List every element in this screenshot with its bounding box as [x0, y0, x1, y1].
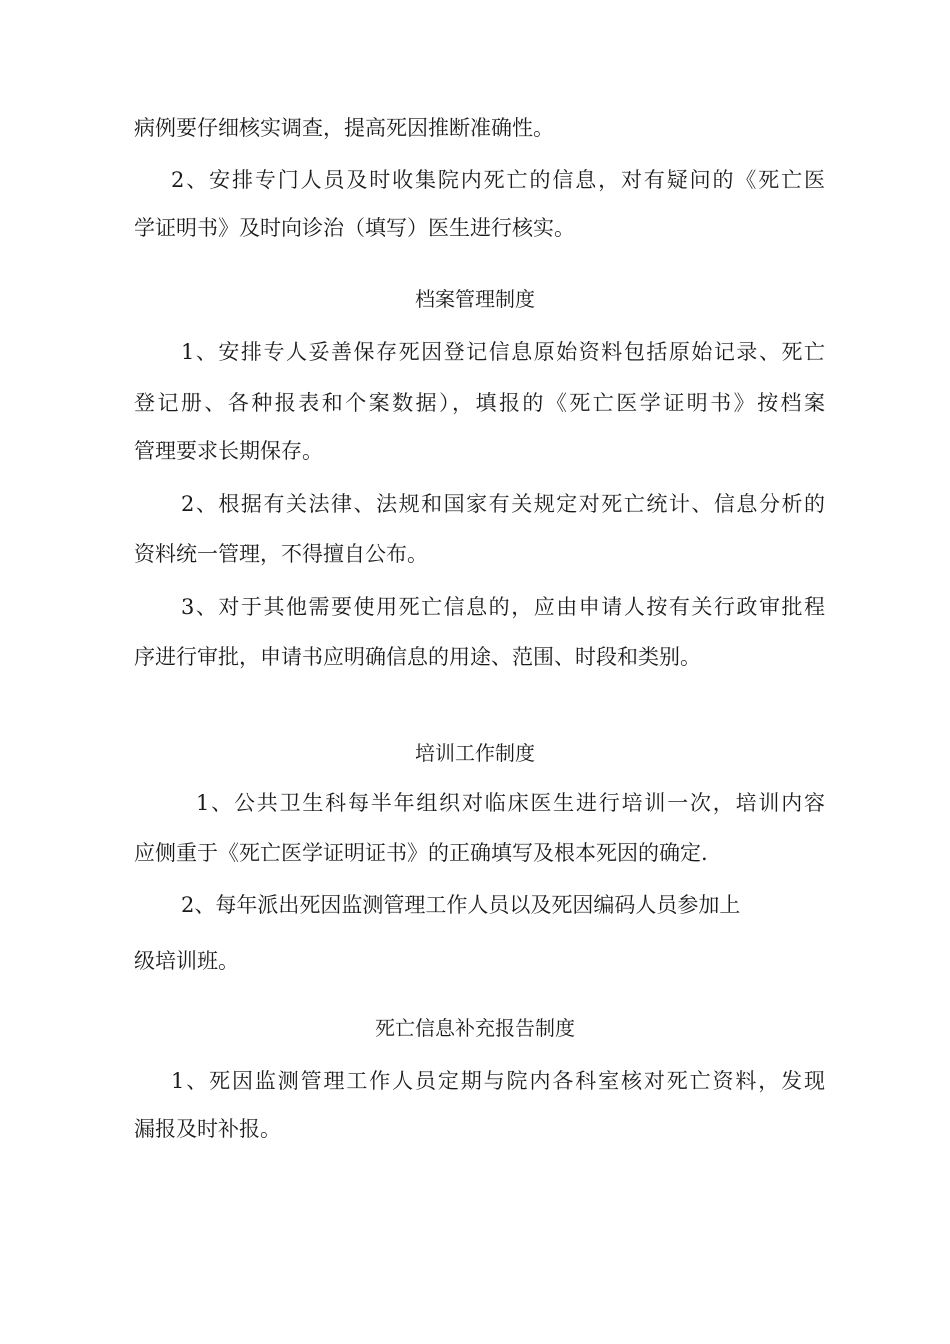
text-line: 级培训班。: [134, 949, 239, 973]
text-line: 管理要求长期保存。: [134, 439, 323, 463]
section-heading-archives: 档案管理制度: [415, 287, 535, 311]
text-line: 1、死因监测管理工作人员定期与院内各科室核对死亡资料，发现: [171, 1069, 825, 1093]
text-line: 登记册、各种报表和个案数据），填报的《死亡医学证明书》按档案: [134, 391, 825, 415]
section-heading-training: 培训工作制度: [415, 741, 535, 765]
text-line: 资料统一管理，不得擅自公布。: [134, 542, 428, 566]
text-line: 病例要仔细核实调查，提高死因推断准确性。: [134, 116, 554, 140]
text-line: 2、每年派出死因监测管理工作人员以及死因编码人员参加上: [181, 893, 741, 917]
section-heading-supplementary-report: 死亡信息补充报告制度: [375, 1016, 575, 1040]
text-line: 2、根据有关法律、法规和国家有关规定对死亡统计、信息分析的: [181, 492, 825, 516]
text-line: 应侧重于《死亡医学证明证书》的正确填写及根本死因的确定.: [134, 841, 708, 865]
text-line: 1、安排专人妥善保存死因登记信息原始资料包括原始记录、死亡: [181, 340, 825, 364]
text-line: 序进行审批，申请书应明确信息的用途、范围、时段和类别。: [134, 645, 701, 669]
text-line: 3、对于其他需要使用死亡信息的，应由申请人按有关行政审批程: [181, 595, 825, 619]
text-line: 2、安排专门人员及时收集院内死亡的信息，对有疑问的《死亡医: [171, 168, 825, 192]
text-line: 漏报及时补报。: [134, 1117, 281, 1141]
text-line: 学证明书》及时向诊治（填写）医生进行核实。: [134, 216, 575, 240]
text-line: 1、公共卫生科每半年组织对临床医生进行培训一次，培训内容: [196, 791, 825, 815]
